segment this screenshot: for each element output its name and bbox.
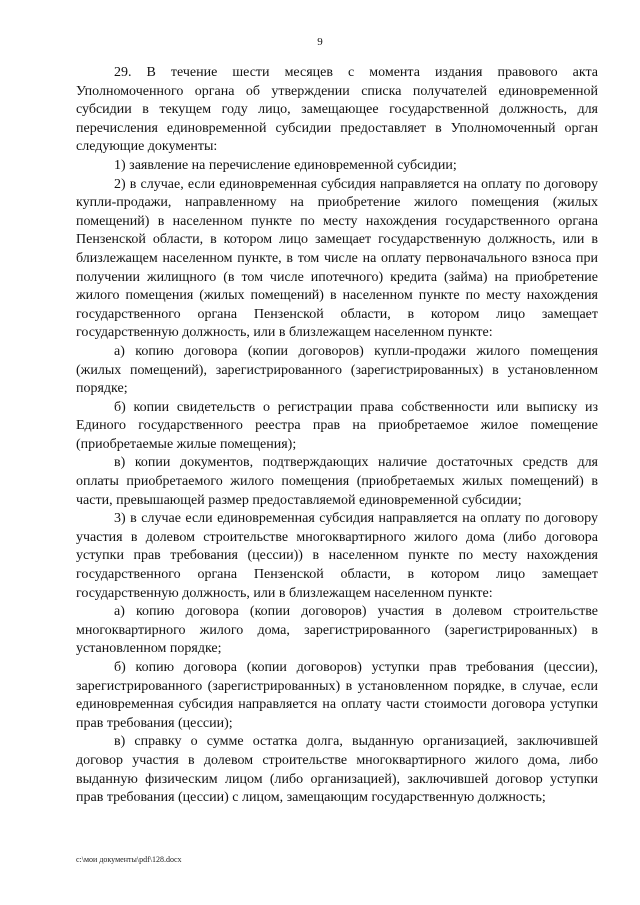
- page-number: 9: [317, 36, 323, 48]
- paragraph-item-29-3b: б) копию договора (копии договоров) уступки прав требования (цессии), зарегистрированного (зарегистрированных) в установленном порядке, в случае, если единовременная субсидия направляется на оплату части стоимости договора уступки прав требования (цессии);: [76, 660, 598, 731]
- paragraph-item-29-2b: б) копии свидетельств о регистрации права собственности или выписку из Единого государственного реестра прав на приобретаемое жилое помещение (приобретаемые жилые помещения);: [76, 399, 598, 452]
- paragraph-item-29-1: 1) заявление на перечисление единовременной субсидии;: [114, 157, 457, 173]
- paragraph-item-29-2a: а) копию договора (копии договоров) купли-продажи жилого помещения (жилых помещений), зарегистрированного (зарегистрированных) в установленном порядке;: [76, 343, 598, 397]
- paragraph-item-29-2v: в) копии документов, подтверждающих наличие достаточных средств для оплаты приобретаемого жилого помещения (приобретаемых жилых помещений) в части, превышающей размер предоставляемой единовременной субсидии;: [76, 455, 598, 508]
- paragraph-item-29: 29. В течение шести месяцев с момента издания правового акта Уполномоченного органа об утверждении списка получателей единовременной субсидии в текущем году лицо, замещающее государственной должность, для перечисления единовременной субсидии предоставляет в Уполномоченный орган следующие документы:: [76, 65, 598, 155]
- footer-file-path: c:\мои документы\pdf\128.docx: [76, 855, 182, 864]
- paragraph-item-29-3v: в) справку о сумме остатка долга, выданную организацией, заключившей договор участия в долевом строительстве многоквартирного жилого дома, либо выданную физическим лицом (либо организацией), заключившей договор уступки прав требования (цессии) с лицом, замещающим государственную должность;: [76, 734, 598, 806]
- paragraph-item-29-2: 2) в случае, если единовременная субсидия направляется на оплату по договору купли-продажи, направленному на приобретение жилого помещения (жилых помещений) в населенном пункте по месту нахождения государственного органа Пензенской области, в котором лицо замещает государственную должность, или в близлежащем населенном пункте, в том числе на оплату первоначального взноса при получении жилищного (в том числе ипотечного) кредита (займа) на приобретение жилого помещения (жилых помещений) в населенном пункте по месту нахождения государственного органа Пензенской области, в котором лицо замещает государственную должность, или в близлежащем населенном пункте:: [76, 176, 598, 341]
- document-body: [76, 64, 598, 808]
- paragraph-item-29-3: 3) в случае если единовременная субсидия направляется на оплату по договору участия в долевом строительстве многоквартирного жилого дома (либо договора уступки прав требования (цессии)) в населенном пункте по месту нахождения государственного органа Пензенской области, в котором лицо замещает государственную должность, или в близлежащем населенном пункте:: [76, 511, 598, 601]
- paragraph-item-29-3a: а) копию договора (копии договоров) участия в долевом строительстве многоквартирного жилого дома, зарегистрированного (зарегистрированных) в установленном порядке;: [76, 604, 598, 657]
